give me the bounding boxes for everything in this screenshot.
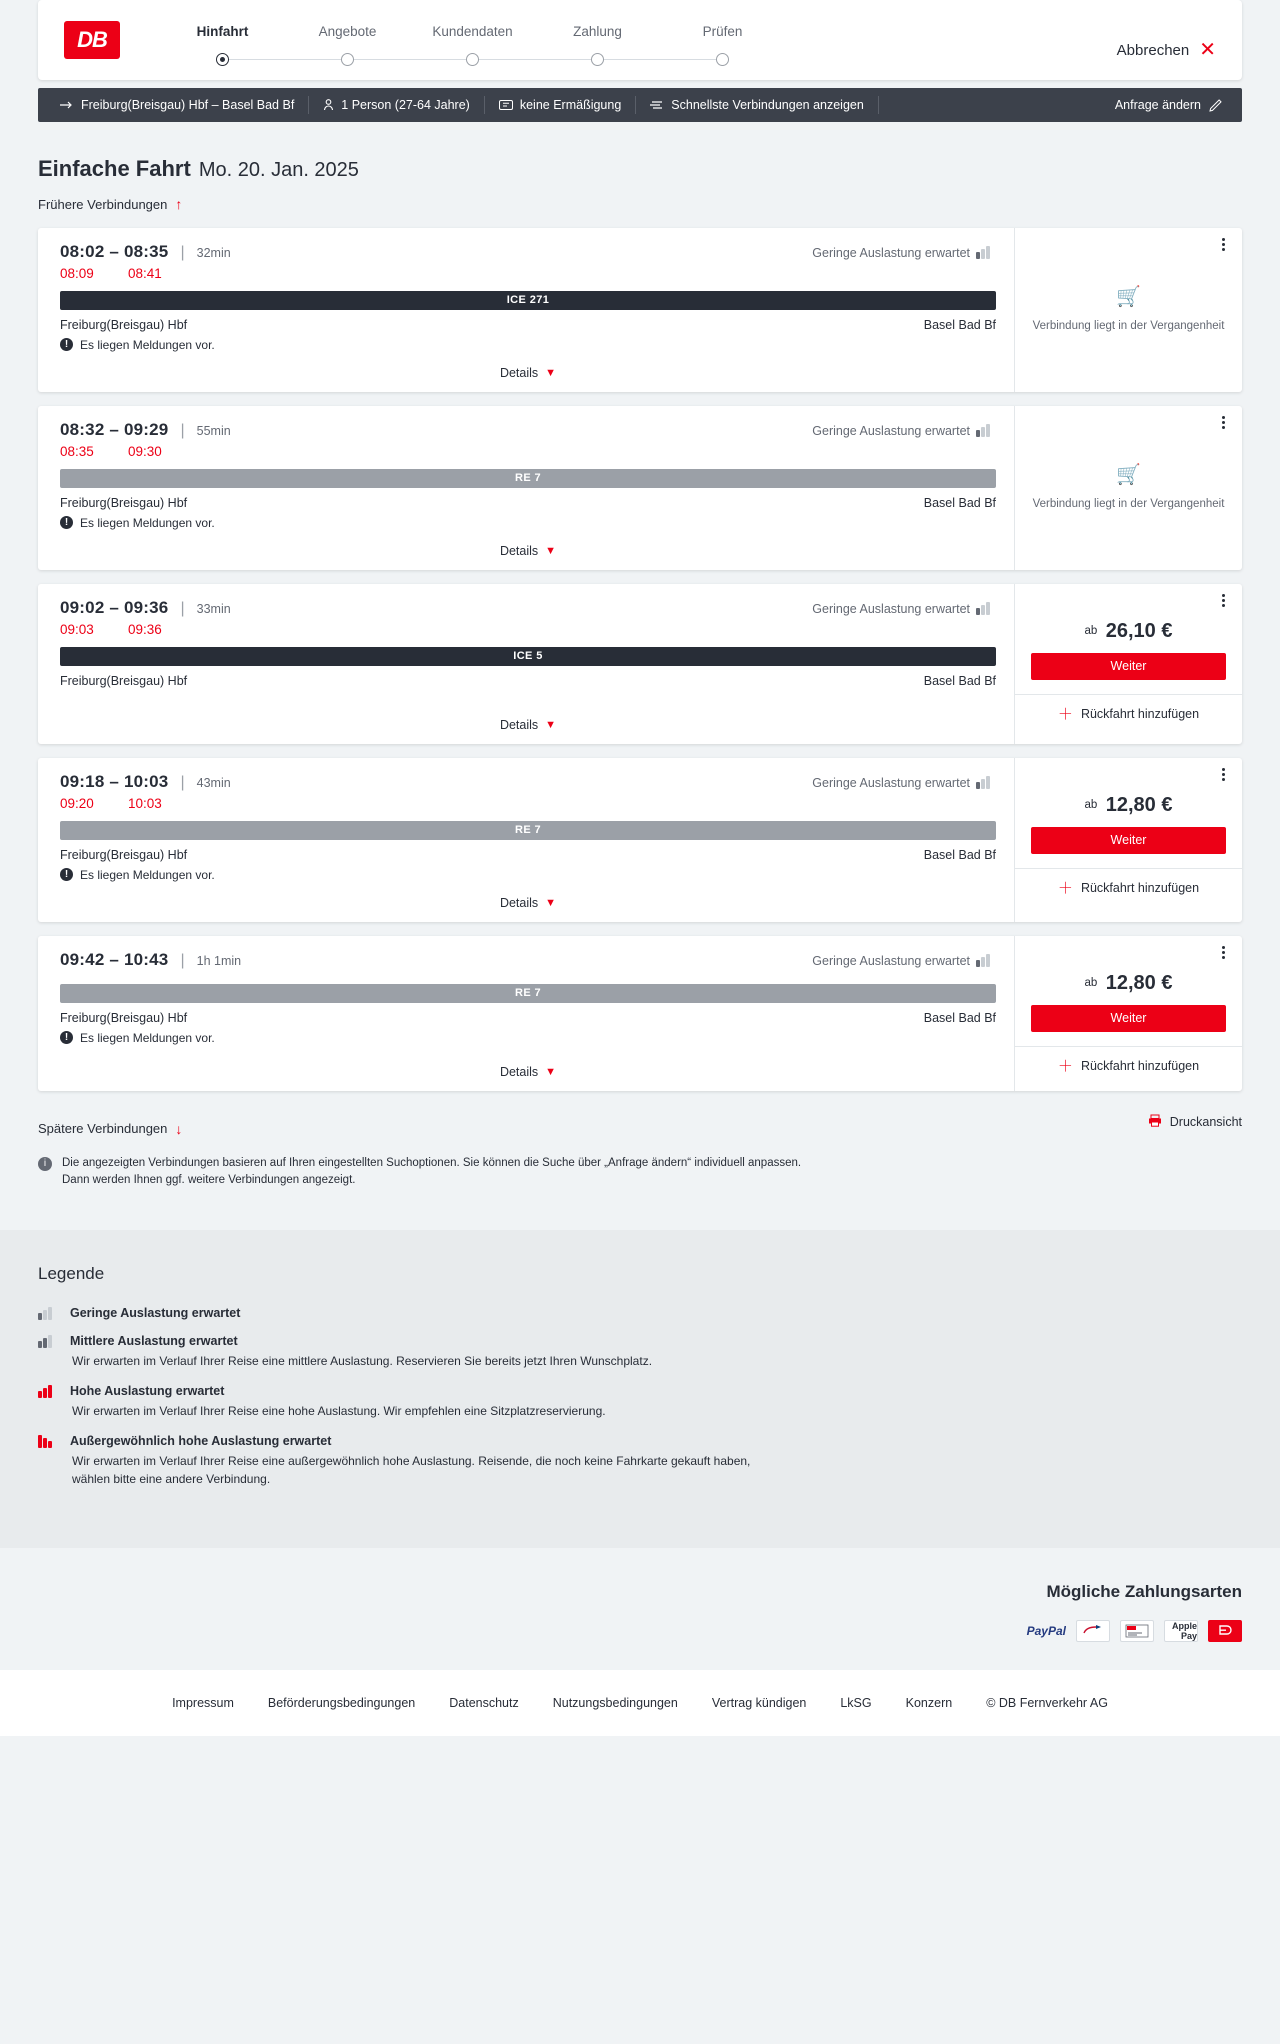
details-toggle[interactable] bbox=[60, 530, 996, 570]
search-notice bbox=[38, 1155, 818, 1231]
price-prefix: ab bbox=[1084, 976, 1098, 989]
step-dot-wrap bbox=[160, 51, 285, 67]
later-connections-button[interactable] bbox=[38, 1121, 182, 1137]
apple-pay-icon bbox=[1164, 1620, 1198, 1642]
arrow-up-icon: ↑ bbox=[175, 196, 183, 212]
step-dot-wrap bbox=[410, 51, 535, 67]
print-view-button[interactable] bbox=[1148, 1114, 1242, 1130]
main-content bbox=[0, 156, 1280, 1230]
details-label: Details bbox=[499, 1064, 539, 1079]
direct-debit-icon bbox=[1120, 1620, 1154, 1642]
connection-message-label: Es liegen Meldungen vor. bbox=[80, 1030, 215, 1045]
query-option[interactable] bbox=[636, 96, 879, 114]
legend-desc: Wir erwarten im Verlauf Ihrer Reise eine außergewöhnlich hohe Auslastung. Reisende, die noch keine Fahrkarte gekauft haben, wählen bitte eine andere Verbindung. bbox=[72, 1454, 751, 1487]
connection-header bbox=[60, 772, 996, 792]
train-badge: RE 7 bbox=[60, 469, 996, 488]
station-row bbox=[60, 674, 996, 688]
more-options-icon[interactable] bbox=[1214, 414, 1232, 432]
db-logo[interactable]: DB bbox=[64, 21, 120, 59]
footer bbox=[0, 1670, 1280, 1736]
chevron-down-icon: ▼ bbox=[545, 718, 557, 731]
past-connection-label: Verbindung liegt in der Vergangenheit bbox=[1032, 320, 1225, 333]
footer-link-vertrag-kuendigen[interactable]: Vertrag kündigen bbox=[711, 1696, 807, 1711]
connection-details bbox=[38, 936, 1014, 1091]
query-option-label: Schnellste Verbindungen anzeigen bbox=[671, 98, 864, 112]
realtime-arrival: 10:03 bbox=[128, 795, 162, 811]
step-pruefen[interactable] bbox=[660, 24, 785, 67]
legend-head bbox=[38, 1434, 1242, 1448]
separator: | bbox=[180, 951, 185, 969]
add-return-trip-label: Rückfahrt hinzufügen bbox=[1080, 881, 1200, 895]
giropay-icon bbox=[1076, 1620, 1110, 1642]
step-label: Prüfen bbox=[702, 24, 743, 39]
step-zahlung[interactable] bbox=[535, 24, 660, 67]
more-options-icon[interactable] bbox=[1214, 236, 1232, 254]
step-dot bbox=[466, 53, 479, 66]
train-badge: RE 7 bbox=[60, 984, 996, 1003]
connection-message-label: Es liegen Meldungen vor. bbox=[80, 515, 215, 530]
page-title-date: Mo. 20. Jan. 2025 bbox=[198, 159, 359, 181]
separator: | bbox=[180, 421, 185, 439]
earlier-connections-label: Frühere Verbindungen bbox=[38, 196, 168, 212]
connection-times: 09:42 – 10:43 bbox=[60, 949, 169, 969]
connection-card[interactable] bbox=[38, 584, 1242, 744]
cart-crossed-icon: 🛒 bbox=[1116, 286, 1141, 309]
connection-details bbox=[38, 228, 1014, 392]
occupancy-indicator bbox=[812, 602, 996, 616]
step-label: Kundendaten bbox=[432, 24, 513, 39]
connection-message[interactable] bbox=[60, 516, 996, 530]
info-icon: i bbox=[38, 1157, 52, 1171]
page-title-text: Einfache Fahrt bbox=[38, 156, 191, 181]
paypal-label: PayPal bbox=[1026, 1624, 1066, 1639]
footer-link-lksg[interactable]: LkSG bbox=[840, 1696, 872, 1711]
legend-item bbox=[38, 1306, 1242, 1320]
payment-title: Mögliche Zahlungsarten bbox=[1046, 1582, 1242, 1602]
credit-card-icon bbox=[1208, 1620, 1242, 1642]
header-bar bbox=[38, 0, 1242, 80]
connection-realtime bbox=[60, 622, 996, 637]
pencil-icon bbox=[1209, 99, 1222, 112]
query-summary-bar bbox=[38, 88, 1242, 122]
connection-action-panel bbox=[1014, 584, 1242, 744]
query-passengers-label: 1 Person (27-64 Jahre) bbox=[341, 98, 470, 112]
step-dot bbox=[591, 53, 604, 66]
details-label: Details bbox=[499, 543, 539, 558]
connection-details bbox=[38, 758, 1014, 922]
query-passengers[interactable] bbox=[309, 96, 485, 114]
arrival-station: Basel Bad Bf bbox=[923, 495, 996, 510]
connection-card[interactable] bbox=[38, 406, 1242, 570]
price-prefix: ab bbox=[1084, 624, 1098, 637]
station-row bbox=[60, 496, 996, 510]
step-dot bbox=[216, 53, 229, 66]
legend-item bbox=[38, 1384, 1242, 1420]
occupancy-high-icon bbox=[38, 1385, 58, 1398]
station-row bbox=[60, 318, 996, 332]
details-toggle[interactable] bbox=[60, 688, 996, 744]
person-icon bbox=[323, 99, 334, 111]
connection-details bbox=[38, 406, 1014, 570]
add-return-trip-button[interactable] bbox=[1015, 868, 1242, 896]
apple-pay-label: Apple Pay bbox=[1171, 1621, 1197, 1642]
cancel-button[interactable] bbox=[1117, 40, 1216, 60]
arrow-down-icon: ↓ bbox=[175, 1120, 183, 1137]
payment-section bbox=[0, 1548, 1280, 1670]
continue-button[interactable]: Weiter bbox=[1031, 1005, 1226, 1032]
occupancy-medium-icon bbox=[38, 1335, 58, 1348]
realtime-departure: 08:35 bbox=[60, 443, 94, 459]
price-amount: 12,80 € bbox=[1105, 793, 1173, 816]
continue-button[interactable]: Weiter bbox=[1031, 827, 1226, 854]
connection-message[interactable] bbox=[60, 1031, 996, 1045]
warning-icon: ! bbox=[60, 1031, 73, 1044]
connection-realtime bbox=[60, 444, 996, 459]
chevron-down-icon: ▼ bbox=[545, 366, 557, 379]
legend-head bbox=[38, 1334, 1242, 1348]
step-label: Hinfahrt bbox=[196, 24, 249, 39]
connection-action-panel bbox=[1014, 758, 1242, 922]
occupancy-label: Geringe Auslastung erwartet bbox=[812, 601, 970, 616]
step-dot bbox=[341, 53, 354, 66]
departure-station: Freiburg(Breisgau) Hbf bbox=[60, 317, 188, 332]
details-label: Details bbox=[499, 365, 539, 380]
connection-times: 08:32 – 09:29 bbox=[60, 419, 169, 439]
step-hinfahrt[interactable] bbox=[160, 24, 285, 67]
add-return-trip-label: Rückfahrt hinzufügen bbox=[1080, 1059, 1200, 1073]
warning-icon: ! bbox=[60, 338, 73, 351]
cart-crossed-icon: 🛒 bbox=[1116, 464, 1141, 487]
connection-times: 09:02 – 09:36 bbox=[60, 597, 169, 617]
plus-icon: ＋ bbox=[1057, 879, 1073, 897]
train-badge: ICE 271 bbox=[60, 291, 996, 310]
earlier-connections-button[interactable] bbox=[38, 196, 182, 212]
more-options-icon[interactable] bbox=[1214, 592, 1232, 610]
details-label: Details bbox=[499, 895, 539, 910]
occupancy-indicator bbox=[812, 776, 996, 790]
connection-card[interactable] bbox=[38, 936, 1242, 1091]
departure-station: Freiburg(Breisgau) Hbf bbox=[60, 495, 188, 510]
connection-header bbox=[60, 950, 996, 970]
occupancy-low-icon bbox=[976, 776, 996, 789]
continue-button[interactable]: Weiter bbox=[1031, 653, 1226, 680]
arrival-station: Basel Bad Bf bbox=[923, 317, 996, 332]
connection-duration: 43min bbox=[196, 775, 231, 790]
progress-stepper bbox=[160, 24, 1216, 67]
details-label: Details bbox=[499, 717, 539, 732]
occupancy-label: Geringe Auslastung erwartet bbox=[812, 775, 970, 790]
step-label: Angebote bbox=[318, 24, 377, 39]
add-return-trip-button[interactable] bbox=[1015, 694, 1242, 722]
station-row bbox=[60, 1011, 996, 1025]
cancel-label: Abbrechen bbox=[1116, 41, 1190, 59]
arrival-station: Basel Bad Bf bbox=[923, 847, 996, 862]
warning-icon: ! bbox=[60, 516, 73, 529]
legend-title: Legende bbox=[38, 1264, 105, 1284]
legend-head bbox=[38, 1306, 1242, 1320]
connection-duration: 32min bbox=[196, 245, 231, 260]
price-amount: 26,10 € bbox=[1105, 619, 1173, 642]
occupancy-low-icon bbox=[976, 602, 996, 615]
fast-connection-icon bbox=[650, 100, 664, 110]
connection-action-panel bbox=[1014, 936, 1242, 1091]
connection-header bbox=[60, 598, 996, 618]
legend-item bbox=[38, 1334, 1242, 1370]
printer-icon bbox=[1148, 1114, 1162, 1130]
connection-duration: 55min bbox=[196, 423, 231, 438]
ticket-icon bbox=[499, 100, 513, 110]
realtime-arrival: 09:36 bbox=[128, 621, 162, 637]
legend-section bbox=[0, 1230, 1280, 1548]
step-label: Zahlung bbox=[573, 24, 622, 39]
route-arrow-icon bbox=[60, 101, 74, 109]
plus-icon: ＋ bbox=[1057, 705, 1073, 723]
departure-station: Freiburg(Breisgau) Hbf bbox=[60, 1010, 188, 1025]
change-request-label: Anfrage ändern bbox=[1114, 98, 1201, 112]
arrival-station: Basel Bad Bf bbox=[923, 1010, 996, 1025]
payment-methods bbox=[38, 1620, 1242, 1642]
station-row bbox=[60, 848, 996, 862]
change-request-button[interactable] bbox=[1115, 98, 1234, 112]
step-dot-wrap bbox=[535, 51, 660, 67]
connection-times: 08:02 – 08:35 bbox=[60, 241, 169, 261]
connection-message-label: Es liegen Meldungen vor. bbox=[80, 867, 215, 882]
connection-header bbox=[60, 420, 996, 440]
train-badge: ICE 5 bbox=[60, 647, 996, 666]
query-discount[interactable] bbox=[485, 96, 636, 114]
price-prefix: ab bbox=[1084, 798, 1098, 811]
add-return-trip-button[interactable] bbox=[1015, 1046, 1242, 1074]
step-kundendaten[interactable] bbox=[410, 24, 535, 67]
occupancy-label: Geringe Auslastung erwartet bbox=[812, 953, 970, 968]
connection-card[interactable] bbox=[38, 228, 1242, 392]
chevron-down-icon: ▼ bbox=[545, 1065, 557, 1078]
step-dot-wrap bbox=[285, 51, 410, 67]
details-toggle[interactable] bbox=[60, 1045, 996, 1091]
footer-link-befoerderungsbedingungen[interactable]: Beförderungsbedingungen bbox=[267, 1696, 416, 1711]
print-view-label: Druckansicht bbox=[1169, 1114, 1242, 1129]
footer-copyright: © DB Fernverkehr AG bbox=[986, 1696, 1108, 1711]
price-block bbox=[1031, 620, 1226, 643]
occupancy-indicator bbox=[812, 954, 996, 968]
warning-icon: ! bbox=[60, 868, 73, 881]
legend-item bbox=[38, 1434, 1242, 1488]
list-footer-row bbox=[38, 1107, 1242, 1137]
connection-realtime bbox=[60, 796, 996, 811]
legend-label: Hohe Auslastung erwartet bbox=[70, 1384, 225, 1399]
footer-link-impressum[interactable]: Impressum bbox=[172, 1696, 234, 1711]
price-block bbox=[1031, 794, 1226, 817]
query-route-label: Freiburg(Breisgau) Hbf – Basel Bad Bf bbox=[81, 98, 295, 112]
occupancy-low-icon bbox=[38, 1307, 58, 1320]
occupancy-indicator bbox=[812, 246, 996, 260]
departure-station: Freiburg(Breisgau) Hbf bbox=[60, 673, 188, 688]
connection-message[interactable] bbox=[60, 338, 996, 352]
legend-label: Geringe Auslastung erwartet bbox=[70, 1306, 241, 1321]
chevron-down-icon: ▼ bbox=[545, 544, 557, 557]
footer-link-datenschutz[interactable]: Datenschutz bbox=[449, 1696, 519, 1711]
close-icon: ✕ bbox=[1199, 39, 1216, 61]
connection-header bbox=[60, 242, 996, 262]
separator: | bbox=[180, 599, 185, 617]
add-return-trip-label: Rückfahrt hinzufügen bbox=[1080, 707, 1200, 721]
separator: | bbox=[180, 773, 185, 791]
realtime-departure: 08:09 bbox=[60, 265, 94, 281]
connection-action-panel bbox=[1014, 228, 1242, 392]
occupancy-low-icon bbox=[976, 246, 996, 259]
legend-label: Mittlere Auslastung erwartet bbox=[70, 1334, 238, 1349]
separator: | bbox=[180, 243, 185, 261]
past-connection-label: Verbindung liegt in der Vergangenheit bbox=[1032, 498, 1225, 511]
plus-icon: ＋ bbox=[1057, 1057, 1073, 1075]
occupancy-low-icon bbox=[976, 424, 996, 437]
past-connection-notice bbox=[1031, 418, 1226, 558]
later-connections-label: Spätere Verbindungen bbox=[38, 1121, 168, 1136]
chevron-down-icon: ▼ bbox=[545, 896, 557, 909]
step-dot bbox=[716, 53, 729, 66]
arrival-station: Basel Bad Bf bbox=[923, 673, 996, 688]
occupancy-indicator bbox=[812, 424, 996, 438]
details-toggle[interactable] bbox=[60, 352, 996, 392]
legend-desc: Wir erwarten im Verlauf Ihrer Reise eine hohe Auslastung. Wir empfehlen eine Sitzplatzreservierung. bbox=[72, 1404, 606, 1419]
realtime-arrival: 09:30 bbox=[128, 443, 162, 459]
query-discount-label: keine Ermäßigung bbox=[519, 98, 622, 112]
more-options-icon[interactable] bbox=[1214, 766, 1232, 784]
legend-label: Außergewöhnlich hohe Auslastung erwartet bbox=[70, 1434, 332, 1449]
price-block bbox=[1031, 972, 1226, 995]
legend-head bbox=[38, 1384, 1242, 1398]
more-options-icon[interactable] bbox=[1214, 944, 1232, 962]
step-dot-wrap bbox=[660, 51, 785, 67]
legend-desc: Wir erwarten im Verlauf Ihrer Reise eine mittlere Auslastung. Reservieren Sie bereits jetzt Ihren Wunschplatz. bbox=[72, 1354, 653, 1369]
realtime-departure: 09:20 bbox=[60, 795, 94, 811]
occupancy-very-high-icon bbox=[38, 1435, 58, 1448]
details-toggle[interactable] bbox=[60, 882, 996, 922]
step-angebote[interactable] bbox=[285, 24, 410, 67]
realtime-arrival: 08:41 bbox=[128, 265, 162, 281]
connection-details bbox=[38, 584, 1014, 744]
occupancy-label: Geringe Auslastung erwartet bbox=[812, 423, 970, 438]
connection-times: 09:18 – 10:03 bbox=[60, 771, 169, 791]
connection-card[interactable] bbox=[38, 758, 1242, 922]
connection-realtime bbox=[60, 266, 996, 281]
connection-duration: 33min bbox=[196, 601, 231, 616]
past-connection-notice bbox=[1031, 240, 1226, 380]
paypal-icon bbox=[1006, 1620, 1066, 1642]
train-badge: RE 7 bbox=[60, 821, 996, 840]
occupancy-low-icon bbox=[976, 954, 996, 967]
connection-action-panel bbox=[1014, 406, 1242, 570]
realtime-departure: 09:03 bbox=[60, 621, 94, 637]
query-route[interactable] bbox=[46, 96, 309, 114]
connection-duration: 1h 1min bbox=[196, 953, 242, 968]
price-amount: 12,80 € bbox=[1105, 971, 1173, 994]
departure-station: Freiburg(Breisgau) Hbf bbox=[60, 847, 188, 862]
connection-message[interactable] bbox=[60, 868, 996, 882]
occupancy-label: Geringe Auslastung erwartet bbox=[812, 245, 970, 260]
page-title bbox=[38, 156, 1242, 182]
footer-link-konzern[interactable]: Konzern bbox=[905, 1696, 953, 1711]
connection-message-label: Es liegen Meldungen vor. bbox=[80, 337, 215, 352]
search-notice-text: Die angezeigten Verbindungen basieren auf Ihren eingestellten Suchoptionen. Sie können die Suche über „Anfrage ändern“ individuell anpassen. Dann werden Ihnen ggf. weitere Verbindungen angezeigt. bbox=[62, 1156, 802, 1187]
footer-link-nutzungsbedingungen[interactable]: Nutzungsbedingungen bbox=[552, 1696, 678, 1711]
